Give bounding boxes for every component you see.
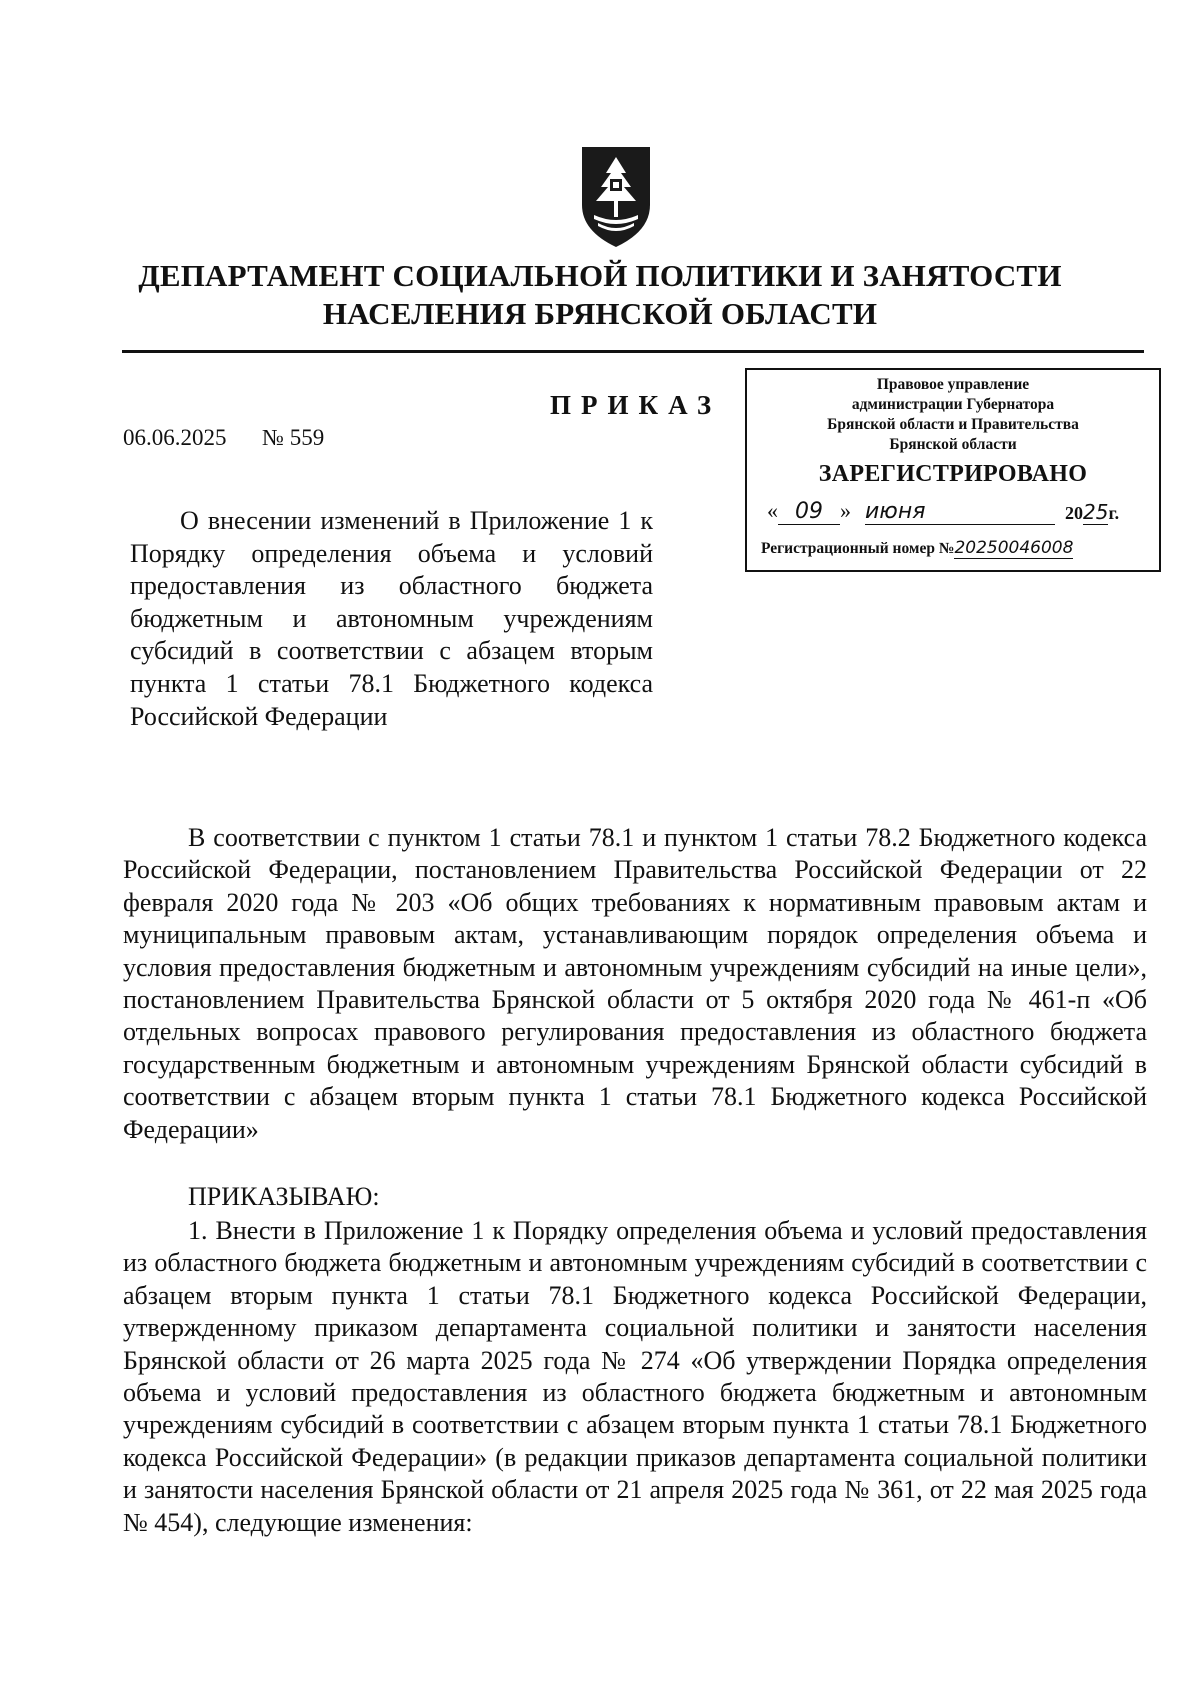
- document-date: 06.06.2025: [123, 425, 227, 450]
- stamp-quote-close: »: [840, 498, 851, 523]
- stamp-year-suffix: 25: [1083, 500, 1109, 524]
- stamp-registration-day: [767, 498, 851, 525]
- registration-stamp: [745, 368, 1161, 572]
- document-type: ПРИКАЗ: [550, 390, 722, 420]
- stamp-line: Брянской области: [889, 436, 1017, 453]
- stamp-day: 09: [778, 499, 840, 525]
- stamp-line: Брянской области и Правительства: [827, 416, 1079, 433]
- stamp-month: июня: [865, 499, 1055, 525]
- department-name-line1: ДЕПАРТАМЕНТ СОЦИАЛЬНОЙ ПОЛИТИКИ И ЗАНЯТОСТИ: [138, 258, 1062, 293]
- document-number: № 559: [262, 425, 325, 450]
- stamp-line: Правовое управление: [876, 376, 1030, 393]
- header-divider: [122, 350, 1144, 353]
- order-item-1: 1. Внести в Приложение 1 к Порядку определения объема и условий предоставления из областного бюджета бюджетным и автономным учреждениям субсидий в соответствии с абзацем вторым пункта 1 статьи 78.1 Бюджетного кодекса Российской Федерации, утвержденному приказом департамента социальной политики и занятости населения Брянской области от 26 марта 2025 года № 274 «Об утверждении Порядка определения объема и условий предоставления из областного бюджета бюджетным и автономным учреждениям субсидий в соответствии с абзацем вторым пункта 1 статьи 78.1 Бюджетного кодекса Российской Федерации» (в редакции приказов департамента социальной политики и занятости населения Брянской области от 21 апреля 2025 года № 361, от 22 мая 2025 года № 454), следующие изменения:: [123, 1216, 1147, 1537]
- stamp-year-prefix: 20: [1065, 503, 1083, 523]
- stamp-registration-year: [1065, 500, 1119, 525]
- stamp-year-unit: г.: [1108, 503, 1120, 523]
- stamp-registration-number: [761, 538, 1073, 559]
- stamp-registration-month: [865, 498, 1055, 525]
- stamp-quote-open: «: [767, 498, 778, 523]
- stamp-line: администрации Губернатора: [851, 396, 1055, 413]
- preamble-paragraph: В соответствии с пунктом 1 статьи 78.1 и пунктом 1 статьи 78.2 Бюджетного кодекса Российской Федерации, постановлением Правительства Российской Федерации от 22 февраля 2020 года № 203 «Об общих требованиях к нормативным правовым актам и муниципальным правовым актам, устанавливающим порядок определения объема и условия предоставления бюджетным и автономным учреждениям субсидий на иные цели», постановлением Правительства Брянской области от 5 октября 2020 года № 461-п «Об отдельных вопросах правового регулирования предоставления из областного бюджета государственным бюджетным и автономным учреждениям Брянской области субсидий в соответствии с абзацем вторым пункта 1 статьи 78.1 Бюджетного кодекса Российской Федерации»: [123, 823, 1147, 1144]
- stamp-status: ЗАРЕГИСТРИРОВАНО: [818, 461, 1088, 487]
- department-name-line2: НАСЕЛЕНИЯ БРЯНСКОЙ ОБЛАСТИ: [322, 296, 878, 331]
- document-title: [130, 505, 653, 733]
- bryansk-coat-of-arms-icon: [576, 143, 656, 253]
- stamp-reg-label: Регистрационный номер №: [761, 540, 955, 557]
- stamp-reg-number: 2025004600​8: [954, 538, 1074, 558]
- document-title-text: О внесении изменений в Приложение 1 к Порядку определения объема и условий предоставления из областного бюджета бюджетным и автономным учреждениям субсидий в соответствии с абзацем вторым пункта 1 статьи 78.1 Бюджетного кодекса Российской Федерации: [130, 506, 653, 731]
- order-label: ПРИКАЗЫВАЮ:: [188, 1182, 380, 1211]
